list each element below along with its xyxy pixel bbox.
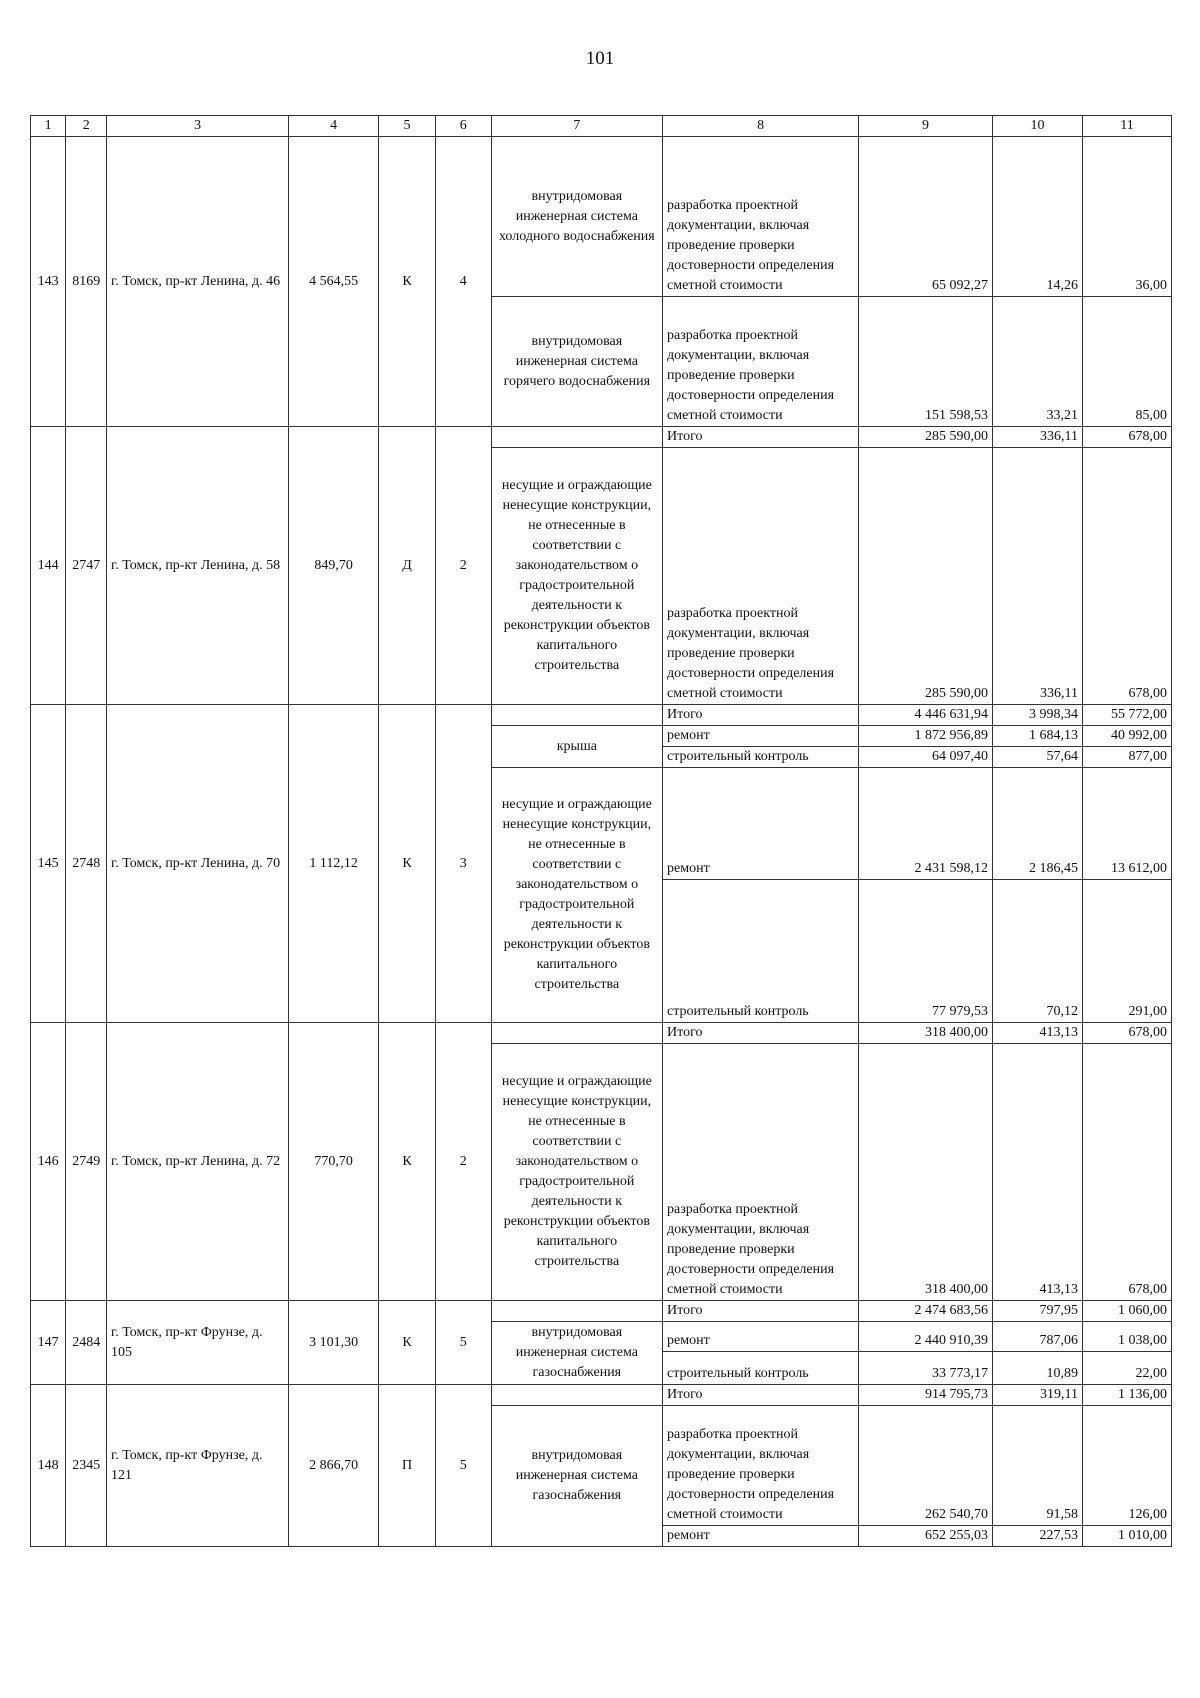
cost-per-m2: 33,21 (993, 297, 1083, 427)
work-type: разработка проектной документации, включая проведение проверки достоверности определения сметной стоимости (663, 1406, 859, 1526)
header-cell: 1 (31, 116, 66, 137)
cost-value: 33 773,17 (859, 1352, 993, 1385)
house-floors: 5 (435, 1385, 491, 1547)
cost-per-m2: 227,53 (993, 1526, 1083, 1547)
house-address: г. Томск, пр-кт Ленина, д. 58 (107, 427, 289, 705)
total-label: Итого (663, 1385, 859, 1406)
work-type: разработка проектной документации, включая проведение проверки достоверности определения сметной стоимости (663, 448, 859, 705)
cost-per-m2: 91,58 (993, 1406, 1083, 1526)
house-area: 2 866,70 (289, 1385, 379, 1547)
cost-per-m2: 14,26 (993, 137, 1083, 297)
header-cell: 5 (379, 116, 436, 137)
cost-per-m2: 10,89 (993, 1352, 1083, 1385)
header-cell: 3 (107, 116, 289, 137)
cost-value: 1 872 956,89 (859, 726, 993, 747)
house-area: 849,70 (289, 427, 379, 705)
total-per-m2: 413,13 (993, 1023, 1083, 1044)
house-address: г. Томск, пр-кт Ленина, д. 72 (107, 1023, 289, 1301)
house-floors: 5 (435, 1301, 491, 1385)
total-row (31, 1301, 1172, 1322)
work-type: строительный контроль (663, 1352, 859, 1385)
cost-per-m2: 70,12 (993, 880, 1083, 1023)
total-cost: 914 795,73 (859, 1385, 993, 1406)
cost-value: 2 440 910,39 (859, 1322, 993, 1352)
house-area: 770,70 (289, 1023, 379, 1301)
house-address: г. Томск, пр-кт Фрунзе, д. 105 (107, 1301, 289, 1385)
cost-value: 285 590,00 (859, 448, 993, 705)
element-cell (491, 768, 662, 1023)
empty-cell (491, 705, 662, 726)
house-address: г. Томск, пр-кт Ленина, д. 70 (107, 705, 289, 1023)
capital-repair-table (30, 115, 1172, 1547)
header-cell: 11 (1082, 116, 1171, 137)
row-number: 145 (31, 705, 66, 1023)
cost-value: 151 598,53 (859, 297, 993, 427)
cost-per-m2: 57,64 (993, 747, 1083, 768)
house-area: 1 112,12 (289, 705, 379, 1023)
house-id: 2749 (66, 1023, 107, 1301)
cost-value: 2 431 598,12 (859, 768, 993, 880)
cost-per-m2: 1 684,13 (993, 726, 1083, 747)
element-cell (491, 1406, 662, 1547)
cost-value: 77 979,53 (859, 880, 993, 1023)
total-row (31, 1023, 1172, 1044)
house-id: 8169 (66, 137, 107, 427)
work-type: разработка проектной документации, включая проведение проверки достоверности определения сметной стоимости (663, 1044, 859, 1301)
total-cost: 285 590,00 (859, 427, 993, 448)
empty-cell (491, 1385, 662, 1406)
row-number: 143 (31, 137, 66, 427)
total-label: Итого (663, 705, 859, 726)
house-area: 3 101,30 (289, 1301, 379, 1385)
house-area: 4 564,55 (289, 137, 379, 427)
element-cell (491, 137, 662, 297)
limit-value: 678,00 (1082, 1044, 1171, 1301)
house-floors: 4 (435, 137, 491, 427)
element-name: внутридомовая инженерная система холодного водоснабжения (498, 188, 655, 244)
house-type: П (379, 1385, 436, 1547)
element-name: внутридомовая инженерная система горячего водоснабжения (503, 333, 651, 389)
total-label: Итого (663, 1301, 859, 1322)
header-row (31, 116, 1172, 137)
empty-cell (491, 427, 662, 448)
total-label: Итого (663, 1023, 859, 1044)
house-type: К (379, 1023, 436, 1301)
element-name: несущие и ограждающие ненесущие конструкции, не отнесенные в соответствии с законодательством о градостроительной деятельности к реконструкции объектов капитального строительства (501, 1074, 652, 1269)
total-per-m2: 319,11 (993, 1385, 1083, 1406)
cost-value: 65 092,27 (859, 137, 993, 297)
header-cell: 7 (491, 116, 662, 137)
element-cell (491, 726, 662, 768)
row-number: 147 (31, 1301, 66, 1385)
element-cell (491, 1322, 662, 1385)
limit-value: 40 992,00 (1082, 726, 1171, 747)
limit-value: 22,00 (1082, 1352, 1171, 1385)
cost-per-m2: 336,11 (993, 448, 1083, 705)
limit-value: 13 612,00 (1082, 768, 1171, 880)
total-row (31, 705, 1172, 726)
header-cell: 10 (993, 116, 1083, 137)
work-type: строительный контроль (663, 747, 859, 768)
work-type: ремонт (663, 1322, 859, 1352)
header-cell: 4 (289, 116, 379, 137)
element-name: крыша (556, 738, 597, 754)
cost-value: 262 540,70 (859, 1406, 993, 1526)
element-name: внутридомовая инженерная система газоснабжения (515, 1325, 638, 1380)
limit-value: 126,00 (1082, 1406, 1171, 1526)
total-per-m2: 3 998,34 (993, 705, 1083, 726)
house-address: г. Томск, пр-кт Ленина, д. 46 (107, 137, 289, 427)
total-limit: 678,00 (1082, 427, 1171, 448)
header-cell: 2 (66, 116, 107, 137)
element-cell (491, 297, 662, 427)
house-id: 2748 (66, 705, 107, 1023)
cost-value: 318 400,00 (859, 1044, 993, 1301)
total-row (31, 427, 1172, 448)
header-cell: 8 (663, 116, 859, 137)
total-per-m2: 336,11 (993, 427, 1083, 448)
house-type: К (379, 705, 436, 1023)
total-cost: 2 474 683,56 (859, 1301, 993, 1322)
element-name: несущие и ограждающие ненесущие конструкции, не отнесенные в соответствии с законодательством о градостроительной деятельности к реконструкции объектов капитального строительства (501, 478, 652, 673)
cost-per-m2: 413,13 (993, 1044, 1083, 1301)
row-number: 146 (31, 1023, 66, 1301)
header-cell: 9 (859, 116, 993, 137)
total-row (31, 1385, 1172, 1406)
total-cost: 4 446 631,94 (859, 705, 993, 726)
total-cost: 318 400,00 (859, 1023, 993, 1044)
limit-value: 85,00 (1082, 297, 1171, 427)
house-floors: 2 (435, 1023, 491, 1301)
empty-cell (491, 1023, 662, 1044)
house-type: К (379, 137, 436, 427)
table-row (31, 137, 1172, 297)
cost-per-m2: 787,06 (993, 1322, 1083, 1352)
house-type: К (379, 1301, 436, 1385)
work-type: ремонт (663, 768, 859, 880)
cost-per-m2: 2 186,45 (993, 768, 1083, 880)
work-type: ремонт (663, 726, 859, 747)
element-cell (491, 448, 662, 705)
work-type: разработка проектной документации, включая проведение проверки достоверности определения сметной стоимости (663, 137, 859, 297)
limit-value: 36,00 (1082, 137, 1171, 297)
cost-value: 652 255,03 (859, 1526, 993, 1547)
element-name: внутридомовая инженерная система газоснабжения (515, 1448, 638, 1503)
house-floors: 3 (435, 705, 491, 1023)
house-address: г. Томск, пр-кт Фрунзе, д. 121 (107, 1385, 289, 1547)
total-per-m2: 797,95 (993, 1301, 1083, 1322)
row-number: 148 (31, 1385, 66, 1547)
total-limit: 1 060,00 (1082, 1301, 1171, 1322)
empty-cell (491, 1301, 662, 1322)
work-type: разработка проектной документации, включая проведение проверки достоверности определения сметной стоимости (663, 297, 859, 427)
limit-value: 877,00 (1082, 747, 1171, 768)
element-cell (491, 1044, 662, 1301)
total-limit: 678,00 (1082, 1023, 1171, 1044)
house-id: 2345 (66, 1385, 107, 1547)
limit-value: 1 010,00 (1082, 1526, 1171, 1547)
limit-value: 678,00 (1082, 448, 1171, 705)
page-number: 101 (585, 48, 615, 69)
work-type: ремонт (663, 1526, 859, 1547)
total-limit: 55 772,00 (1082, 705, 1171, 726)
total-limit: 1 136,00 (1082, 1385, 1171, 1406)
cost-value: 64 097,40 (859, 747, 993, 768)
house-floors: 2 (435, 427, 491, 705)
house-id: 2747 (66, 427, 107, 705)
element-name: несущие и ограждающие ненесущие конструкции, не отнесенные в соответствии с законодательством о градостроительной деятельности к реконструкции объектов капитального строительства (501, 797, 652, 992)
total-label: Итого (663, 427, 859, 448)
house-type: Д (379, 427, 436, 705)
row-number: 144 (31, 427, 66, 705)
limit-value: 291,00 (1082, 880, 1171, 1023)
limit-value: 1 038,00 (1082, 1322, 1171, 1352)
header-cell: 6 (435, 116, 491, 137)
work-type: строительный контроль (663, 880, 859, 1023)
house-id: 2484 (66, 1301, 107, 1385)
